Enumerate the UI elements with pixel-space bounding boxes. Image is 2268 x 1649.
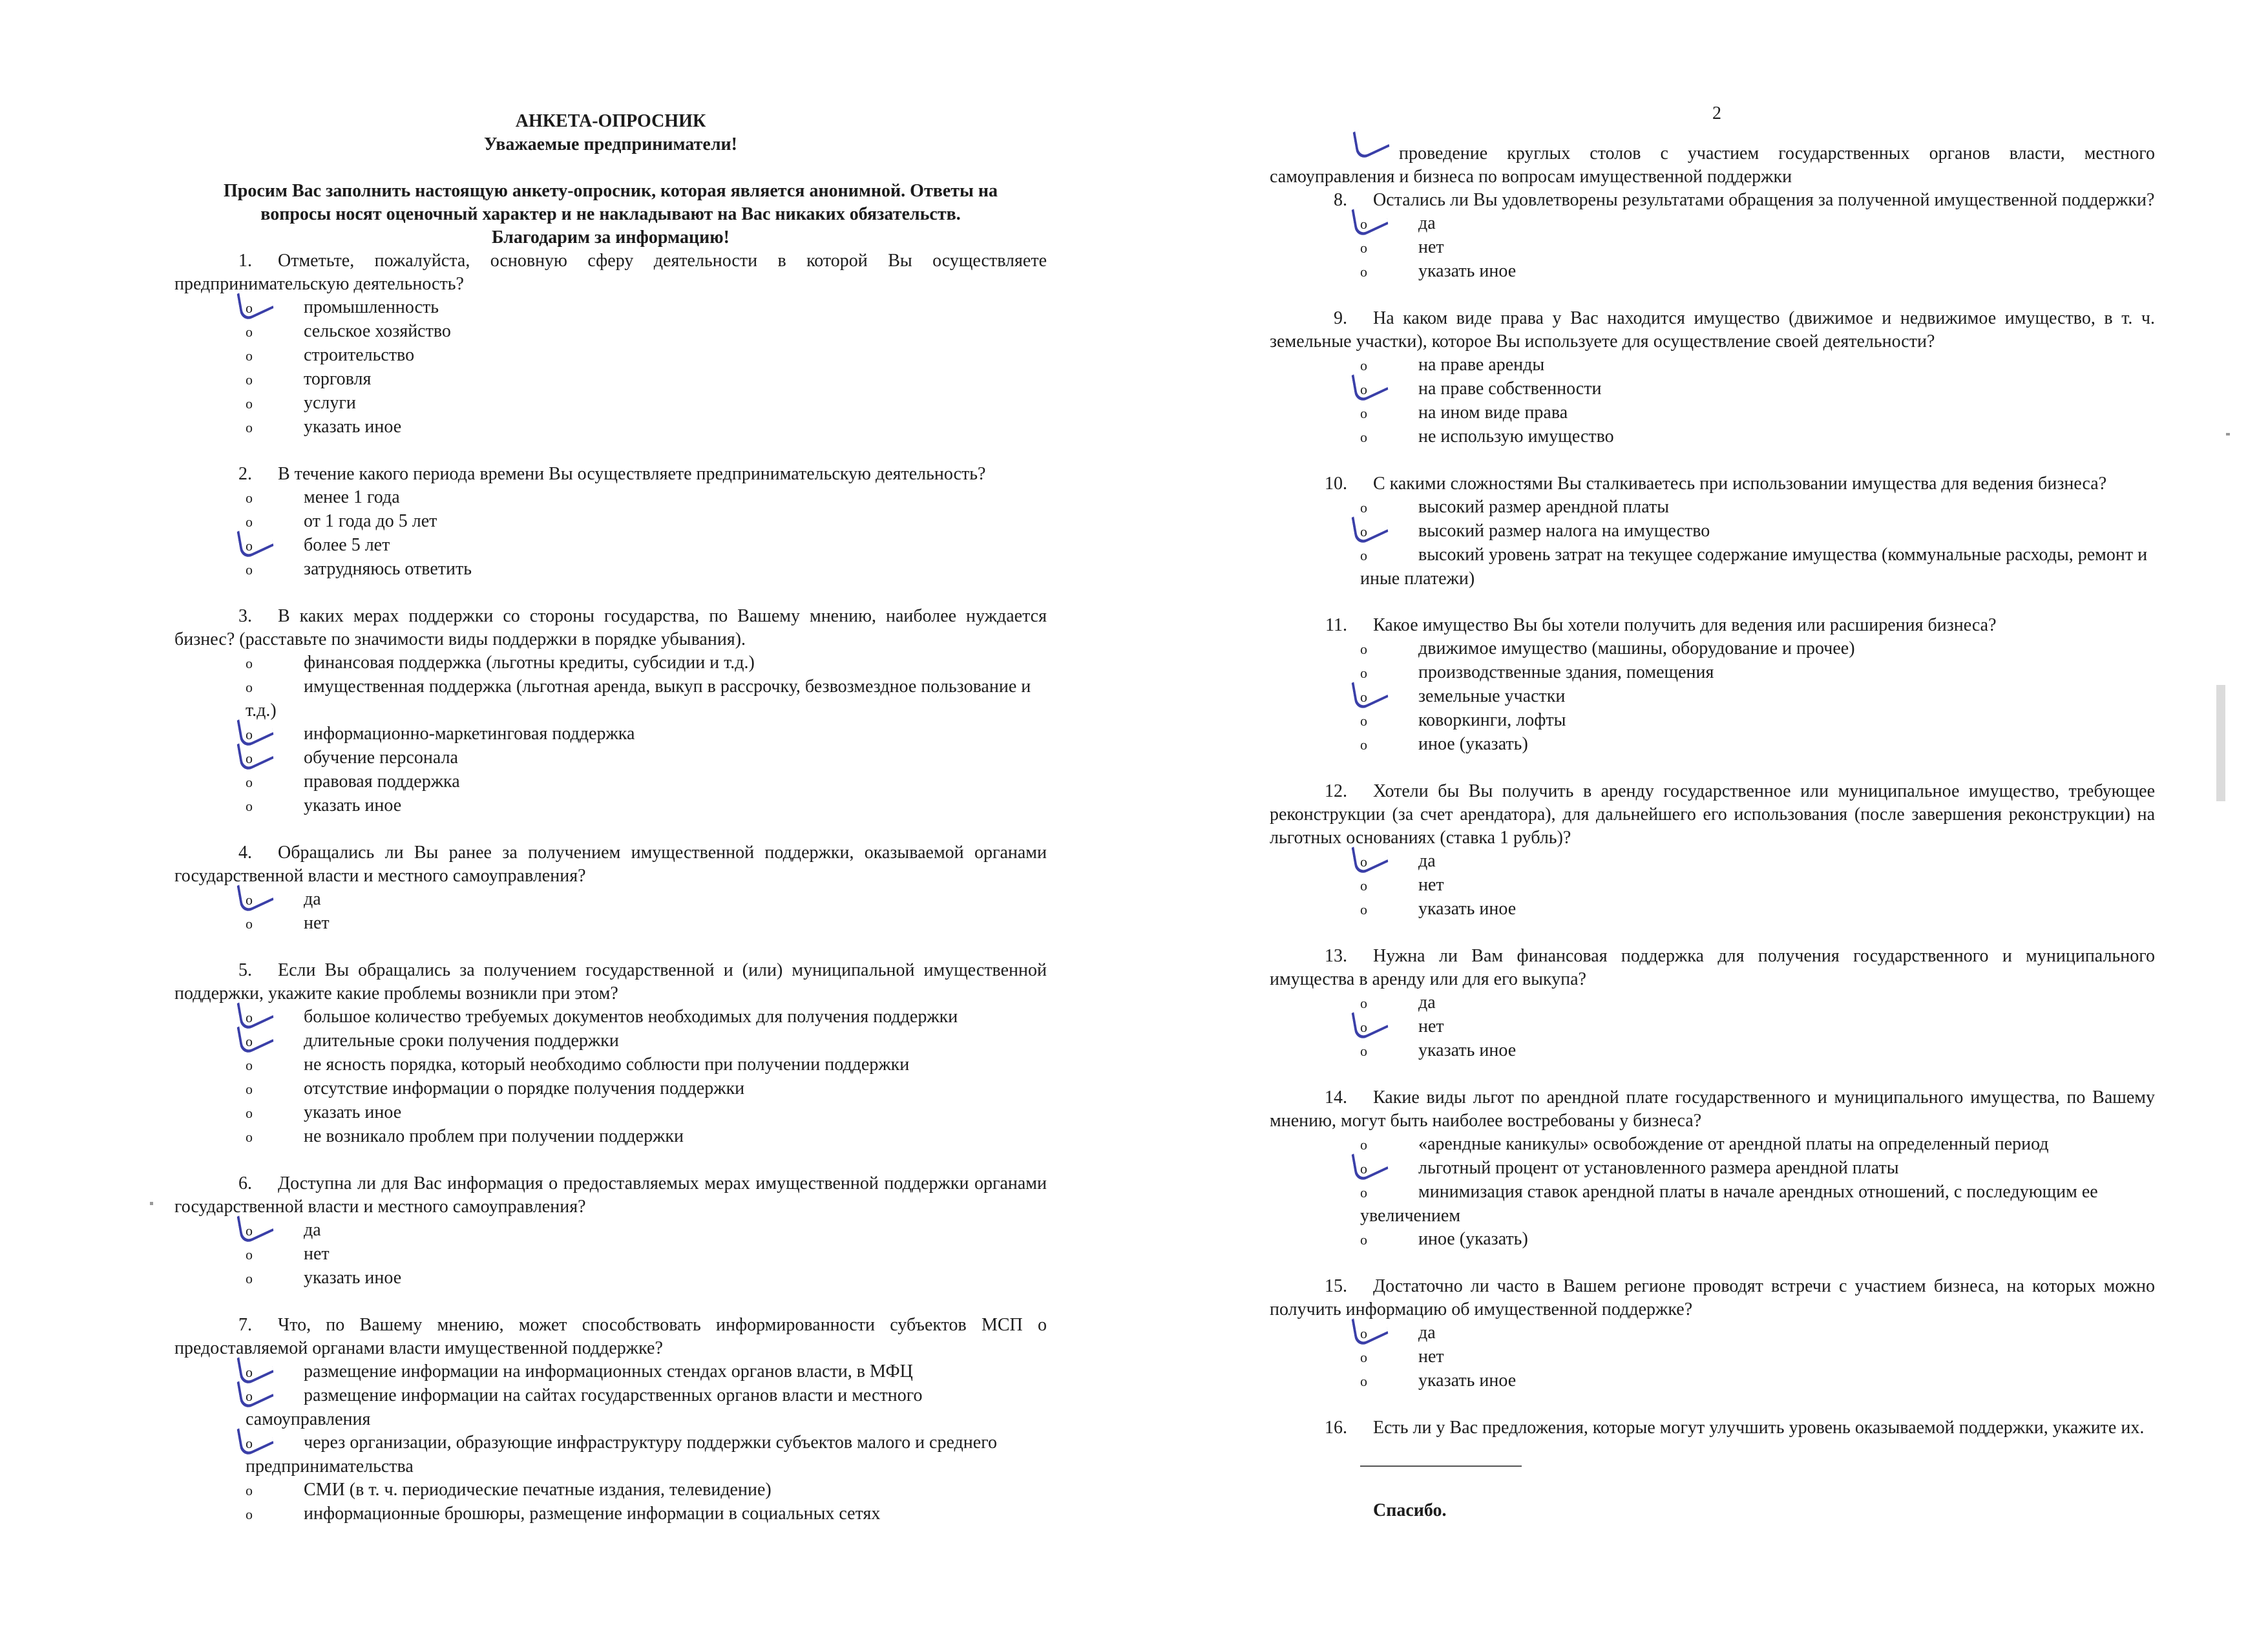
answer-option[interactable] — [1270, 733, 2155, 757]
question-number: 13. — [1325, 946, 1347, 966]
option-circle-icon[interactable]: o — [1360, 1043, 1367, 1059]
option-circle-icon[interactable]: o — [246, 1129, 253, 1145]
option-circle-icon[interactable]: o — [246, 1506, 253, 1522]
answer-option[interactable] — [174, 486, 1047, 510]
option-circle-icon[interactable]: o — [246, 750, 253, 766]
question-text: В каких мерах поддержки со стороны государства, по Вашему мнению, наиболее нуждается бизнес? (расставьте по значимости виды поддержки в порядке убывания). — [174, 606, 1047, 649]
answer-option[interactable] — [174, 296, 1047, 320]
option-circle-icon[interactable]: o — [246, 1364, 253, 1380]
option-label: на ином виде права — [1418, 403, 1568, 423]
answer-option[interactable] — [1270, 1181, 2155, 1228]
option-label: да — [1418, 993, 1436, 1013]
option-circle-icon[interactable]: o — [246, 774, 253, 790]
question-number: 14. — [1325, 1087, 1347, 1108]
question — [1270, 614, 2155, 637]
option-label: коворкинги, лофты — [1418, 710, 1566, 730]
question-number: 4. — [238, 843, 252, 863]
question — [174, 841, 1047, 888]
answer-option[interactable] — [174, 722, 1047, 746]
question — [174, 959, 1047, 1005]
answer-option[interactable] — [1270, 850, 2155, 874]
answer-option[interactable] — [174, 912, 1047, 936]
option-circle-icon[interactable]: o — [246, 324, 253, 340]
question-number: 10. — [1325, 474, 1347, 494]
answer-option[interactable] — [1270, 637, 2155, 661]
option-circle-icon[interactable]: o — [246, 679, 253, 695]
option-label: иное (указать) — [1418, 1229, 1528, 1249]
option-label: указать иное — [1418, 261, 1517, 281]
spacer — [174, 439, 1047, 463]
question — [1270, 945, 2155, 991]
option-label: да — [1418, 1323, 1436, 1343]
question-text: На каком виде права у Вас находится имущество (движимое и недвижимое имущество, в т. ч. земельные участки), которое Вы используете для осуществление своей деятельности? — [1270, 308, 2155, 352]
answer-option[interactable] — [1270, 1228, 2155, 1252]
answer-option[interactable] — [174, 651, 1047, 675]
option-circle-icon[interactable]: o — [246, 892, 253, 908]
answer-option[interactable] — [174, 1478, 1047, 1502]
scan-speck — [150, 1202, 153, 1205]
answer-option[interactable] — [174, 1431, 1047, 1478]
spacer — [1270, 1063, 2155, 1086]
answer-option[interactable] — [1270, 353, 2155, 377]
spacer — [1270, 757, 2155, 780]
option-label: не использую имущество — [1418, 426, 1614, 446]
question-number: 5. — [238, 960, 252, 980]
question — [174, 605, 1047, 651]
question-text: Если Вы обращались за получением государственной и (или) муниципальной имущественной поддержки, укажите какие проблемы возникли при этом? — [174, 960, 1047, 1003]
answer-option[interactable] — [174, 1502, 1047, 1526]
question-text: Достаточно ли часто в Вашем регионе проводят встречи с участием бизнеса, на которых можно получить информацию об имущественной поддержке? — [1270, 1276, 2155, 1319]
option-label: торговля — [304, 369, 372, 389]
question — [174, 1172, 1047, 1219]
answer-option[interactable] — [174, 1053, 1047, 1077]
scan-speck — [2216, 685, 2225, 801]
option-circle-icon[interactable]: o — [1360, 901, 1367, 918]
answer-option[interactable] — [174, 1266, 1047, 1290]
option-label: нет — [304, 1244, 330, 1264]
answer-option[interactable] — [174, 888, 1047, 912]
answer-option[interactable] — [1270, 685, 2155, 709]
option-circle-icon[interactable]: o — [1360, 1019, 1367, 1035]
option-label: указать иное — [304, 795, 402, 815]
option-label: указать иное — [1418, 899, 1517, 919]
answer-option[interactable] — [1270, 520, 2155, 543]
option-label: нет — [1418, 875, 1444, 895]
option-circle-icon[interactable]: o — [246, 395, 253, 412]
option-label: да — [1418, 851, 1436, 871]
option-label: на праве аренды — [1418, 355, 1545, 375]
option-label: на праве собственности — [1418, 379, 1602, 399]
thanks-text: Спасибо. — [1373, 1500, 1447, 1520]
option-circle-icon[interactable]: o — [1360, 405, 1367, 421]
question — [1270, 307, 2155, 353]
option-label: длительные сроки получения поддержки — [304, 1031, 619, 1051]
option-label: земельные участки — [1418, 686, 1566, 706]
option-label: иное (указать) — [1418, 734, 1528, 754]
answer-option[interactable] — [174, 746, 1047, 770]
answer-option[interactable] — [1270, 898, 2155, 921]
option-label: большое количество требуемых документов необходимых для получения поддержки — [304, 1007, 958, 1027]
answer-option[interactable] — [1270, 874, 2155, 898]
answer-option[interactable] — [1270, 1369, 2155, 1393]
question-text: Хотели бы Вы получить в аренду государственное или муниципальное имущество, требующее реконструкции (за счет арендатора), для дальнейшего его использования (после завершения реконструкции) на льготных основаниях (ставка 1 рубль)? — [1270, 781, 2155, 848]
option-label: «арендные каникулы» освобождение от арендной платы на определенный период — [1418, 1134, 2049, 1154]
option-circle-icon[interactable]: o — [246, 562, 253, 578]
option-label: имущественная поддержка (льготная аренда, выкуп в рассрочку, безвозмездное пользование и т.д.) — [246, 677, 1031, 720]
question-number: 15. — [1325, 1276, 1347, 1296]
question — [174, 1314, 1047, 1360]
option-label: информационно-маркетинговая поддержка — [304, 724, 635, 744]
question — [1270, 780, 2155, 850]
option-circle-icon[interactable]: o — [1360, 1232, 1367, 1248]
answer-option[interactable] — [1270, 1039, 2155, 1063]
option-label: минимизация ставок арендной платы в начале арендных отношений, с последующим ее увеличением — [1360, 1182, 2098, 1226]
question-number: 6. — [238, 1173, 252, 1193]
answer-option[interactable] — [174, 558, 1047, 582]
question-number: 11. — [1325, 615, 1347, 635]
option-circle-icon[interactable]: o — [246, 1105, 253, 1121]
option-circle-icon[interactable]: o — [1360, 1325, 1367, 1341]
answer-option[interactable] — [1270, 1015, 2155, 1039]
question-number: 3. — [238, 606, 252, 626]
left-questions — [174, 249, 1047, 1526]
option-label: высокий размер арендной платы — [1418, 497, 1670, 517]
question-text: С какими сложностями Вы сталкиваетесь при использовании имущества для ведения бизнеса? — [1373, 474, 2107, 494]
signature-rule — [1360, 1465, 1522, 1467]
answer-option[interactable] — [1270, 1157, 2155, 1181]
option-label: затрудняюсь ответить — [304, 559, 472, 579]
option-circle-icon[interactable]: o — [246, 1482, 253, 1498]
spacer — [1270, 1393, 2155, 1416]
answer-option[interactable] — [174, 1125, 1047, 1149]
question-text: Доступна ли для Вас информация о предоставляемых мерах имущественной поддержки органами государственной власти и местного самоуправления? — [174, 1173, 1047, 1217]
answer-option[interactable] — [174, 675, 1047, 722]
option-label: СМИ (в т. ч. периодические печатные издания, телевидение) — [304, 1480, 772, 1500]
option-label: не возникало проблем при получении поддержки — [304, 1126, 684, 1146]
option-label: размещение информации на информационных стендах органов власти, в МФЦ — [304, 1361, 913, 1381]
question — [1270, 1275, 2155, 1321]
option-label: услуги — [304, 393, 356, 413]
question-text: Что, по Вашему мнению, может способствовать информированности субъектов МСП о предоставляемой органами власти имущественной поддержке? — [174, 1315, 1047, 1358]
spacer — [174, 818, 1047, 841]
answer-option[interactable] — [1270, 377, 2155, 401]
option-circle-icon[interactable]: o — [246, 655, 253, 671]
answer-option[interactable] — [174, 1005, 1047, 1029]
option-circle-icon[interactable]: o — [1360, 641, 1367, 657]
option-label: указать иное — [1418, 1371, 1517, 1391]
answer-option[interactable] — [1270, 401, 2155, 425]
right-page — [1270, 0, 2155, 1649]
option-circle-icon[interactable]: o — [246, 538, 253, 554]
option-circle-icon[interactable]: o — [246, 514, 253, 530]
option-label: промышленность — [304, 297, 439, 317]
option-circle-icon[interactable]: o — [246, 1223, 253, 1239]
option-circle-icon[interactable]: o — [1360, 854, 1367, 870]
option-circle-icon[interactable]: o — [246, 372, 253, 388]
answer-option[interactable] — [1270, 661, 2155, 685]
option-circle-icon[interactable]: o — [246, 348, 253, 364]
question — [174, 463, 1047, 486]
option-label: да — [304, 889, 321, 909]
answer-option[interactable] — [1270, 991, 2155, 1015]
question — [1270, 189, 2155, 212]
option-label: финансовая поддержка (льготны кредиты, субсидии и т.д.) — [304, 653, 755, 673]
option-label: высокий уровень затрат на текущее содержание имущества (коммунальные расходы, ремонт и иные платежи) — [1360, 545, 2148, 589]
intro-text: Просим Вас заполнить настоящую анкету-опросник, которая является анонимной. Ответы на вопросы носят оценочный характер и не накладывают на Вас никаких обязательств. Благодарим за информацию! — [223, 181, 998, 247]
spacer — [174, 1149, 1047, 1172]
spacer — [1270, 284, 2155, 307]
question — [1270, 1086, 2155, 1133]
option-circle-icon[interactable]: o — [1360, 1137, 1367, 1153]
continued-option[interactable]: проведение круглых столов с участием государственных органов власти, местного самоуправления и бизнеса по вопросам имущественной поддержки — [1270, 142, 2155, 189]
option-label: более 5 лет — [304, 535, 390, 555]
answer-option[interactable] — [174, 392, 1047, 415]
option-circle-icon[interactable]: o — [1360, 216, 1367, 232]
option-circle-icon[interactable]: o — [1360, 1161, 1367, 1177]
answer-option[interactable] — [174, 368, 1047, 392]
option-label: производственные здания, помещения — [1418, 662, 1714, 682]
answer-option[interactable] — [174, 320, 1047, 344]
option-label: от 1 года до 5 лет — [304, 511, 437, 531]
question-text: Нужна ли Вам финансовая поддержка для получения государственного и муниципального имущества в аренду или для его выкупа? — [1270, 946, 2155, 989]
option-circle-icon[interactable]: o — [246, 1081, 253, 1097]
option-label: менее 1 года — [304, 487, 400, 507]
option-circle-icon[interactable]: o — [1360, 665, 1367, 681]
option-circle-icon[interactable]: o — [246, 1009, 253, 1025]
option-label: нет — [1418, 237, 1444, 257]
option-label: движимое имущество (машины, оборудование и прочее) — [1418, 638, 1855, 658]
option-label: информационные брошюры, размещение информации в социальных сетях — [304, 1504, 881, 1524]
page-number: 2 — [1712, 103, 1721, 123]
option-label: нет — [304, 913, 330, 933]
answer-option[interactable] — [174, 1219, 1047, 1243]
option-circle-icon[interactable]: o — [246, 300, 253, 316]
spacer — [1270, 1252, 2155, 1275]
option-circle-icon[interactable]: o — [1360, 523, 1367, 540]
option-label: не ясность порядка, который необходимо соблюсти при получении поддержки — [304, 1055, 910, 1075]
left-page — [174, 0, 1047, 1649]
option-circle-icon[interactable]: o — [1360, 429, 1367, 445]
question-number: 8. — [1334, 190, 1347, 210]
question-text: Какие виды льгот по арендной плате государственного и муниципального имущества, по Вашему мнению, могут быть наиболее востребованы у бизнеса? — [1270, 1087, 2155, 1131]
question-number: 9. — [1334, 308, 1347, 328]
answer-option[interactable] — [1270, 1133, 2155, 1157]
answer-option[interactable] — [1270, 425, 2155, 449]
option-circle-icon[interactable]: o — [246, 1270, 253, 1287]
question-number: 7. — [238, 1315, 252, 1335]
answer-option[interactable] — [174, 1384, 1047, 1431]
answer-option[interactable] — [174, 1101, 1047, 1125]
question-text: Отметьте, пожалуйста, основную сферу деятельности в которой Вы осуществляете предпринимательскую деятельность? — [174, 251, 1047, 294]
option-circle-icon[interactable]: o — [246, 490, 253, 506]
question-text: Обращались ли Вы ранее за получением имущественной поддержки, оказываемой органами государственной власти и местного самоуправления? — [174, 843, 1047, 886]
option-circle-icon[interactable]: o — [1360, 499, 1367, 516]
answer-option[interactable] — [174, 1029, 1047, 1053]
option-label: сельское хозяйство — [304, 321, 451, 341]
option-circle-icon[interactable]: o — [246, 1246, 253, 1263]
spacer — [1270, 449, 2155, 472]
option-label: да — [1418, 213, 1436, 233]
spacer — [174, 936, 1047, 959]
option-label: указать иное — [304, 1102, 402, 1122]
answer-option[interactable] — [174, 1360, 1047, 1384]
spacer — [174, 582, 1047, 605]
option-circle-icon[interactable]: o — [246, 419, 253, 436]
question-text: Какое имущество Вы бы хотели получить для ведения или расширения бизнеса? — [1373, 615, 1997, 635]
option-circle-icon[interactable]: o — [1360, 1373, 1367, 1389]
option-circle-icon[interactable]: o — [1360, 547, 1367, 563]
scan-speck — [2226, 433, 2230, 436]
option-circle-icon[interactable]: o — [1360, 877, 1367, 894]
option-circle-icon[interactable]: o — [1360, 264, 1367, 280]
option-label: нет — [1418, 1016, 1444, 1036]
option-label: льготный процент от установленного размера арендной платы — [1418, 1158, 1899, 1178]
option-circle-icon[interactable]: o — [1360, 240, 1367, 256]
option-circle-icon[interactable]: o — [246, 1033, 253, 1049]
option-circle-icon[interactable]: o — [246, 798, 253, 814]
option-label: указать иное — [1418, 1040, 1517, 1060]
option-label: указать иное — [304, 417, 402, 437]
question — [1270, 1416, 2155, 1440]
greeting: Уважаемые предприниматели! — [484, 134, 737, 154]
option-label: правовая поддержка — [304, 772, 460, 792]
option-circle-icon[interactable]: o — [246, 1388, 253, 1404]
option-circle-icon[interactable]: o — [246, 916, 253, 932]
answer-option[interactable] — [174, 415, 1047, 439]
form-title: АНКЕТА-ОПРОСНИК — [515, 111, 706, 131]
option-circle-icon[interactable]: o — [1360, 1349, 1367, 1365]
right-questions — [1270, 189, 2155, 1440]
answer-option[interactable] — [1270, 496, 2155, 520]
option-label: отсутствие информации о порядке получения поддержки — [304, 1078, 745, 1098]
option-circle-icon[interactable]: o — [1360, 357, 1367, 373]
answer-option[interactable] — [174, 770, 1047, 794]
option-circle-icon[interactable]: o — [1360, 381, 1367, 397]
option-label: да — [304, 1220, 321, 1240]
spacer — [174, 1290, 1047, 1314]
answer-option[interactable] — [1270, 709, 2155, 733]
option-circle-icon[interactable]: o — [246, 1435, 253, 1451]
answer-option[interactable] — [1270, 1345, 2155, 1369]
option-circle-icon[interactable]: o — [1360, 713, 1367, 729]
answer-option[interactable] — [174, 344, 1047, 368]
question-number: 16. — [1325, 1418, 1347, 1438]
answer-option[interactable] — [1270, 236, 2155, 260]
answer-option[interactable] — [174, 534, 1047, 558]
answer-option[interactable] — [1270, 543, 2155, 591]
spacer — [1270, 591, 2155, 614]
question — [1270, 472, 2155, 496]
option-label: высокий размер налога на имущество — [1418, 521, 1710, 541]
answer-option[interactable] — [1270, 1321, 2155, 1345]
option-label: размещение информации на сайтах государственных органов власти и местного самоуправления — [246, 1385, 923, 1429]
option-label: обучение персонала — [304, 748, 458, 768]
option-label: строительство — [304, 345, 415, 365]
option-circle-icon[interactable]: o — [1360, 995, 1367, 1011]
option-circle-icon[interactable]: o — [246, 726, 253, 742]
answer-option[interactable] — [174, 794, 1047, 818]
answer-option[interactable] — [174, 510, 1047, 534]
question-text: В течение какого периода времени Вы осуществляете предпринимательскую деятельность? — [278, 464, 986, 484]
option-circle-icon[interactable]: o — [1360, 689, 1367, 705]
spacer — [1270, 921, 2155, 945]
option-circle-icon[interactable]: o — [1360, 1184, 1367, 1201]
question-text: Остались ли Вы удовлетворены результатами обращения за полученной имущественной поддержки? — [1373, 190, 2155, 210]
question-text: Есть ли у Вас предложения, которые могут улучшить уровень оказываемой поддержки, укажите их. — [1373, 1418, 2145, 1438]
answer-option[interactable] — [174, 1243, 1047, 1266]
option-circle-icon[interactable]: o — [1360, 737, 1367, 753]
question-number: 1. — [238, 251, 252, 271]
option-label: указать иное — [304, 1268, 402, 1288]
question-number: 12. — [1325, 781, 1347, 801]
answer-option[interactable] — [174, 1077, 1047, 1101]
option-label: нет — [1418, 1347, 1444, 1367]
option-circle-icon[interactable]: o — [246, 1057, 253, 1073]
answer-option[interactable] — [1270, 260, 2155, 284]
answer-option[interactable] — [1270, 212, 2155, 236]
option-label: через организации, образующие инфраструктуру поддержки субъектов малого и среднего предпринимательства — [246, 1433, 997, 1476]
question — [174, 249, 1047, 296]
question-number: 2. — [238, 464, 252, 484]
